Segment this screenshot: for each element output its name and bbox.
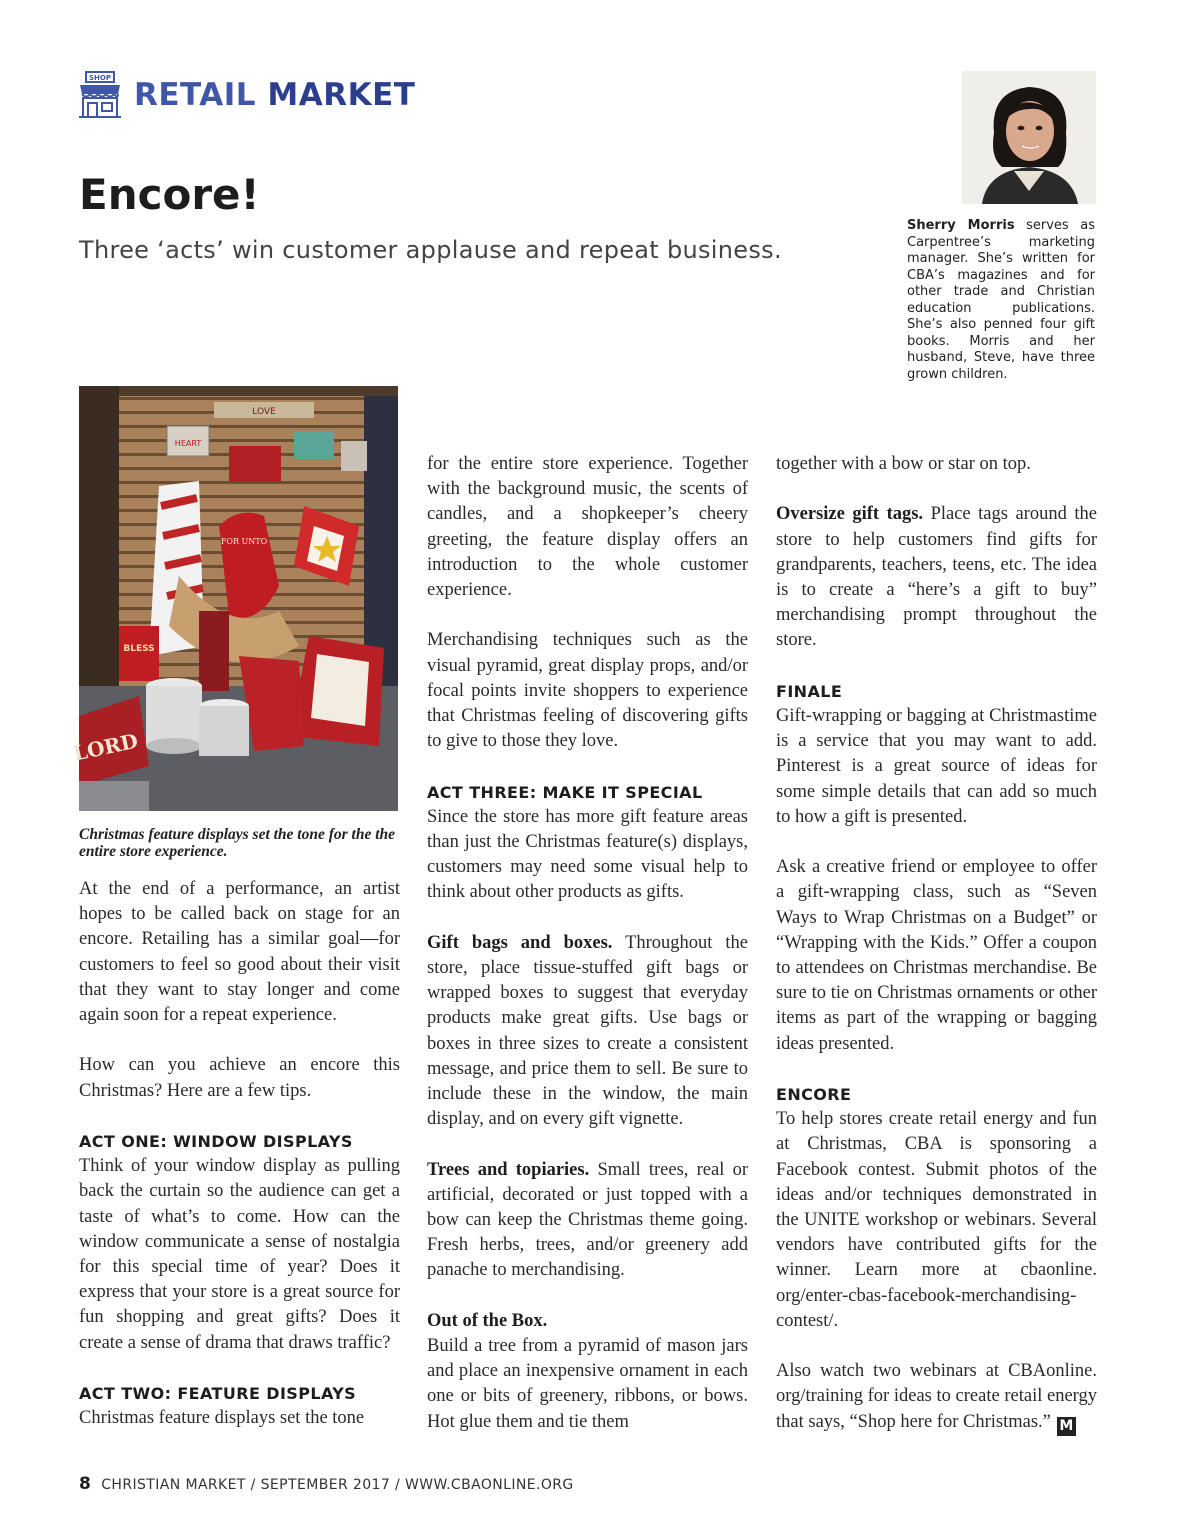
page-number: 8 [79, 1474, 92, 1494]
paragraph: Since the store has more gift feature areas than just the Christmas feature(s) displays, customers may need some visual help to think about other products as gifts. [427, 806, 748, 903]
paragraph-text: Small trees, real or artificial, decorated or just topped with a bow can keep the Christmas theme going. Fresh herbs, trees, and/or greenery add panache to merchandising. [427, 1159, 748, 1281]
lead-in: Oversize gift tags. [776, 504, 924, 525]
paragraph: for the entire store experience. Together with the background music, the scents of candles, and a shopkeeper’s cheery greeting, the feature display offers an introduction to the whole customer experience. [427, 454, 748, 601]
subhead-act-three: ACT THREE: MAKE IT SPECIAL [427, 782, 703, 802]
paragraph-trees [427, 1158, 748, 1284]
paragraph: To help stores create retail energy and fun at Christmas, CBA is sponsoring a Facebook contest. Submit photos of the ideas and/or techniques demonstrated in the UNITE workshop or webinars. Several vendors have contributed gifts for the winner. Learn more at cbaonline. org/enter-cbas-facebook-merchandising-contest/. [776, 1109, 1097, 1331]
article-column-2 [427, 452, 748, 1435]
section-title [134, 77, 415, 113]
section-header [78, 70, 415, 120]
shop-icon [78, 71, 122, 119]
author-bio-text: serves as Carpentree’s marketing manager. She’s written for CBA’s magazines and for other trade and Christian education publications. She’s also penned four gift books. Morris and her husband, Steve, have three grown children. [907, 218, 1095, 382]
author-name: Sherry Morris [907, 218, 1015, 233]
lead-in: Out of the Box. [427, 1310, 548, 1331]
subhead-act-two: ACT TWO: FEATURE DISPLAYS [79, 1384, 357, 1404]
paragraph-gift-bags [427, 931, 748, 1133]
sign-unto: FOR UNTO [220, 537, 268, 546]
article-column-3 [776, 452, 1097, 1436]
paragraph-closing [776, 1359, 1097, 1435]
paragraph-text: Throughout the store, place tissue-stuffed gift bags or wrapped boxes to suggest that everyday products make great gifts. Use bags or boxes in three sizes to create a consistent message, and price them to sell. Be sure to include these in the window, the main display, and on every gift vignette. [427, 932, 748, 1130]
photo-caption: Christmas feature displays set the tone for the the entire store experience. [79, 826, 396, 860]
subhead-encore: ENCORE [776, 1085, 852, 1105]
sign-love: LOVE [252, 407, 276, 417]
shop-icon-label: SHOP [89, 74, 111, 82]
end-mark-icon: M [1057, 1417, 1076, 1436]
sign-bless: BLESS [123, 644, 155, 654]
paragraph-text: Also watch two webinars at CBAonline. org/training for ideas to create retail energy that says, “Shop here for Christmas.” [776, 1361, 1097, 1432]
sign-heart: HEART [174, 439, 202, 448]
article-deck: Three ‘acts’ win customer applause and repeat business. [79, 236, 782, 264]
paragraph-text: Place tags around the store to help customers find gifts for grandparents, teachers, teens, etc. The idea is to create a “here’s a gift to buy” merchandising prompt throughout the store. [776, 504, 1097, 651]
section-title-word1: RETAIL [134, 77, 257, 113]
author-photo [962, 71, 1096, 204]
paragraph: Think of your window display as pulling back the curtain so the audience can get a taste of what’s to come. How can the window communicate a sense of nostalgia for this special time of year? Does it express that your store is a great source for fun shopping and great gifts? Does it create a sense of drama that draws traffic? [79, 1156, 400, 1353]
sign-lord: LORD [71, 728, 141, 766]
paragraph: At the end of a performance, an artist hopes to be called back on stage for an encore. Retailing has a similar goal—for customers to feel so good about their visit that they want to stay longer and come again soon for a repeat experience. [79, 879, 400, 1026]
paragraph: Ask a creative friend or employee to offer a gift-wrapping class, such as “Seven Ways to Wrap Christmas on a Budget” or “Wrapping with the Kids.” Offer a coupon to attendees on Christmas merchandise. Be sure to tie on Christmas ornaments or other items as part of the wrapping or bagging ideas presented. [776, 857, 1097, 1054]
article-column-1 [79, 877, 400, 1431]
section-title-word2: MARKET [267, 77, 416, 113]
paragraph: How can you achieve an encore this Christmas? Here are a few tips. [79, 1055, 400, 1101]
footer-text: CHRISTIAN MARKET / SEPTEMBER 2017 / WWW.CBAONLINE.ORG [101, 1477, 574, 1493]
feature-photo [71, 386, 398, 811]
page-footer [79, 1474, 574, 1494]
lead-in: Trees and topiaries. [427, 1159, 590, 1180]
subhead-finale: FINALE [776, 681, 843, 701]
author-bio [907, 218, 1095, 383]
paragraph: together with a bow or star on top. [776, 454, 1031, 474]
paragraph: Christmas feature displays set the tone [79, 1408, 365, 1429]
article-headline: Encore! [79, 170, 260, 219]
paragraph: Merchandising techniques such as the visual pyramid, great display props, and/or focal points invite shoppers to experience that Christmas feeling of discovering gifts to give to those they love. [427, 630, 748, 752]
paragraph: Gift-wrapping or bagging at Christmastime is a service that you may want to add. Pinterest is a great source of ideas for some simple details that can add so much to how a gift is presented. [776, 706, 1097, 827]
paragraph-gift-tags [776, 502, 1097, 653]
paragraph-text: Build a tree from a pyramid of mason jars and place an inexpensive ornament in each one or bits of greenery, ribbons, or bows. Hot glue them and tie them [427, 1336, 748, 1432]
christmas-display-image [71, 386, 398, 811]
subhead-act-one: ACT ONE: WINDOW DISPLAYS [79, 1132, 353, 1151]
paragraph-out-of-box [427, 1309, 748, 1435]
author-portrait [962, 71, 1096, 204]
lead-in: Gift bags and boxes. [427, 932, 613, 953]
